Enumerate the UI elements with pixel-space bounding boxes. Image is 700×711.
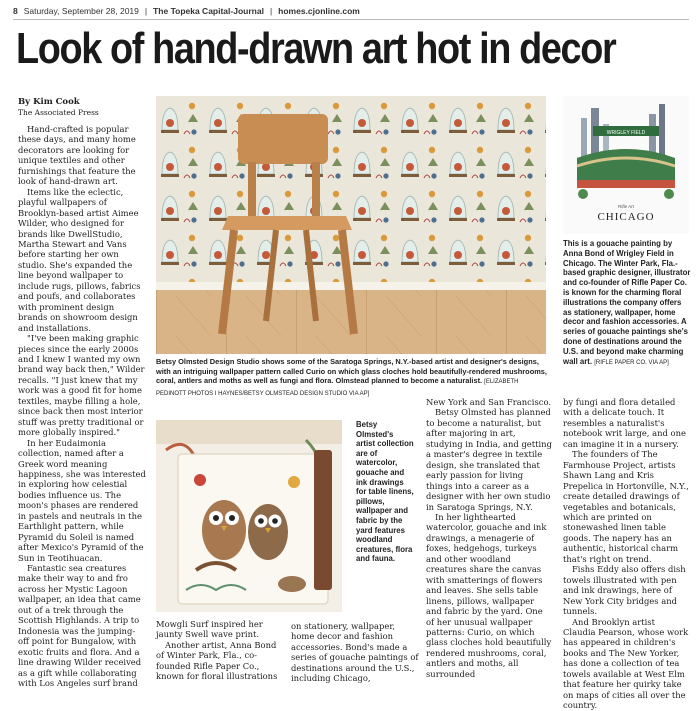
paragraph: Mowgli Surf inspired her jaunty Swell wave print. xyxy=(156,619,263,640)
owl-right xyxy=(248,504,288,560)
paragraph: Fishs Eddy also offers dish towels illustrated with pen and ink drawings, here of New York City bridges and tunnels. xyxy=(563,564,686,617)
paragraph: Fantastic sea creatures make their way to and fro across her Mystic Lagoon wallpaper, an idea that came out of a trek through the Scottish Highlands. A trip to Indonesia was the jumping-off point for Bungalow, with exotic fruits and flora. And a line drawing Wilder received as a gift while collaborating with Los Angeles surf brand xyxy=(18,563,142,689)
curio-wallpaper-illustration xyxy=(156,96,546,354)
photo-credit: [ELIZABETH PEDINOTT PHOTOS I HAYNES/BETSY OLMSTEAD DESIGN STUDIO VIA AP] xyxy=(156,379,519,397)
article-column-3 xyxy=(291,621,419,699)
paragraph: The founders of The Farmhouse Project, artists Shawn Lang and Kris Prepelica in Hortonville, N.Y., create detailed drawings of vegetables and botanicals, which are printed on stonewashed linen table goods. The napery has an authentic, historical charm that's right on trend. xyxy=(563,449,689,564)
paragraph: Items like the eclectic, playful wallpapers of Brooklyn-based artist Aimee Wilder, who designed for brands like DwellStudio, Martha Stewart and Vans before starting her own studio. She's expanded the line beyond wallpaper to include rugs, pillows, fabrics and poufs, and collaborates with prominent design brands on showroom design and installations. xyxy=(18,186,141,333)
owl-left xyxy=(202,500,246,560)
chicago-painting-caption: This is a gouache painting by Anna Bond of Wrigley Field in Chicago. The Winter Park, Fla.-based graphic designer, illustrator and co-founder of Rifle Paper Co. is known for the charming floral illustrations the company offers as stationery, wallpaper, home decor and fashion accessories. A series of gouache paintings she's done of destinations around the U.S. and beyond make charming wall art. [RIFLE PAPER CO. VIA AP] xyxy=(563,239,691,366)
main-photo-caption: Betsy Olmsted Design Studio shows some of the Saratoga Springs, N.Y.-based artist and designer's designs, with an intriguing wallpaper pattern called Curio on which glass cloches hold beautifully-rendered mushrooms, coral, antlers and moths as well as fungi and flora. Olmstead planned to become a naturalist. [ELIZABETH PEDINOTT PHOTOS I HAYNES/BETSY OLMSTEAD DESIGN STUDIO VIA AP] xyxy=(156,357,547,397)
newspaper-name: The Topeka Capital-Journal xyxy=(153,6,264,16)
owl-napkin-illustration xyxy=(156,420,342,612)
paragraph: Betsy Olmsted has planned to become a naturalist, but after majoring in art, studying in India, and getting a master's degree in textile design, she translated that early passion for living things into a career as a designer with her own studio in Saratoga Springs, N.Y. xyxy=(426,407,552,512)
byline-agency: The Associated Press xyxy=(18,108,99,117)
paragraph: In her lighthearted watercolor, gouache and ink drawings, a menagerie of foxes, hedgehogs, turkeys and other woodland creatures share the canvas with smatterings of flowers and leaves. She sells table linens, pillows, wallpaper and fabric by the yard. One of her unusual wallpaper patterns: Curio, on which glass cloches hold beautifully rendered mushrooms, coral, antlers and moths, all surrounded xyxy=(426,511,552,679)
masthead: 8 Saturday, September 28, 2019 | The Topeka Capital-Journal | homes.cjonline.com xyxy=(13,6,689,20)
issue-date: Saturday, September 28, 2019 xyxy=(23,6,139,16)
paragraph: In her Eudaimonia collection, named after a Greek word meaning happiness, she was interested in exploring how celestial bodies influence us. The moon's phases are rendered in pastels and neutrals in the Earthlight pattern, while Pyramid du Soleil is named after Mexico's Pyramid of the Sun in Teotihuacan. xyxy=(18,437,146,563)
article-column-5 xyxy=(563,397,689,711)
chair-wallpaper-photo xyxy=(156,96,546,354)
photo-credit: [RIFLE PAPER CO. VIA AP] xyxy=(594,359,669,366)
paragraph: Hand-crafted is popular these days, and many home decorators are looking for unique textiles and other furnishings that feature the look of hand-drawn art. xyxy=(18,124,136,187)
article-column-4 xyxy=(426,397,552,699)
paragraph: And Brooklyn artist Claudia Pearson, whose work has appeared in children's books and The New Yorker, has done a collection of tea towels available at West Elm that feature her quirky take on maps of cities all over the country. xyxy=(563,616,689,711)
paragraph: New York and San Francisco. xyxy=(426,397,552,407)
paragraph: "I've been making graphic pieces since the early 2000s and I knew I wanted my own brand way back then," Wilder recalls. "I just knew that my work was a good fit for home textiles, maybe filling a hole, since back then most interior stuff was pretty traditional or more globally inspired." xyxy=(18,333,145,438)
chicago-label: CHICAGO xyxy=(597,211,655,223)
wrigley-field-illustration xyxy=(563,96,689,234)
article-column-1 xyxy=(18,124,146,698)
owl-linens-photo xyxy=(156,420,342,612)
artist-signature: Rifle Art xyxy=(618,204,634,209)
article-column-2 xyxy=(156,619,284,699)
svg-text:WRIGLEY FIELD: WRIGLEY FIELD xyxy=(606,130,646,136)
paragraph: by fungi and flora detailed with a delicate touch. It resembles a naturalist's notebook writ large, and one can imagine it in a nursery. xyxy=(563,397,686,449)
paragraph: Another artist, Anna Bond of Winter Park, Fla., co-founded Rifle Paper Co., known for floral illustrations xyxy=(156,639,278,682)
byline: By Kim Cook xyxy=(18,97,80,107)
page-number: 8 xyxy=(13,6,18,16)
headline: Look of hand-drawn art hot in decor xyxy=(16,24,616,73)
chicago-painting xyxy=(563,96,689,234)
website: homes.cjonline.com xyxy=(278,6,360,16)
owl-linens-caption: Betsy Olmsted's artist collection are of watercolor, gouache and ink drawings for table linens, pillows, wallpaper and fabric by the yard features woodland creatures, flora and fauna. xyxy=(356,420,414,564)
paragraph: on stationery, wallpaper, home decor and fashion accessories. Bond's made a series of gouache paintings of destinations around the U.S., including Chicago, xyxy=(291,621,419,684)
